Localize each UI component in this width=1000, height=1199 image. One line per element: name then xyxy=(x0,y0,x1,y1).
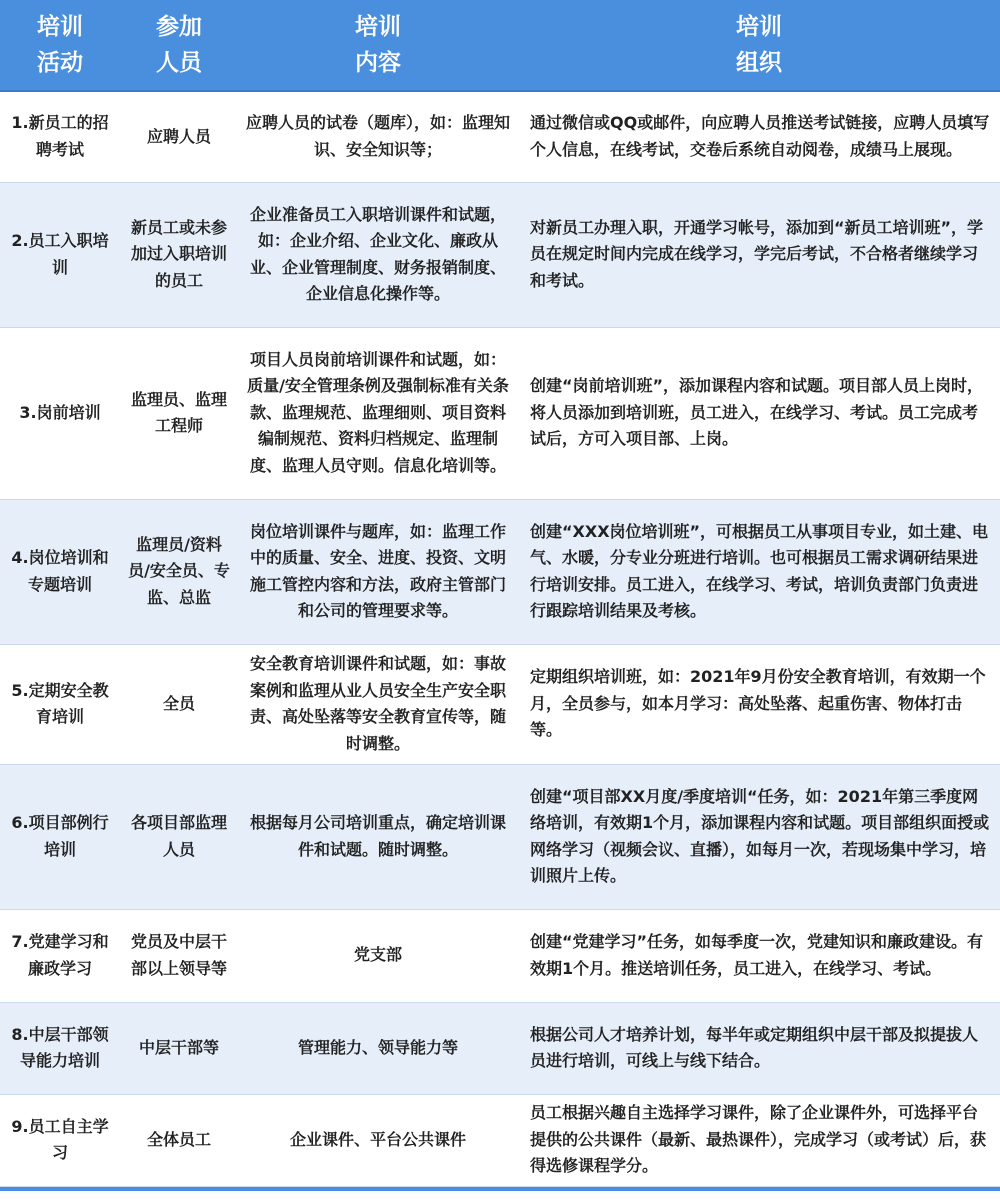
participants-cell: 应聘人员 xyxy=(120,91,238,182)
table-row xyxy=(0,182,1000,327)
content-cell: 应聘人员的试卷（题库），如：监理知识、安全知识等； xyxy=(238,91,518,182)
participants-cell: 监理员/资料员/安全员、专监、总监 xyxy=(120,499,238,644)
content-cell: 党支部 xyxy=(238,909,518,1002)
content-cell: 企业准备员工入职培训课件和试题，如：企业介绍、企业文化、廉政从业、企业管理制度、财务报销制度、企业信息化操作等。 xyxy=(238,182,518,327)
participants-cell: 全体员工 xyxy=(120,1094,238,1186)
activity-cell: 1.新员工的招聘考试 xyxy=(0,91,120,182)
activity-cell: 7.党建学习和廉政学习 xyxy=(0,909,120,1002)
header-content: 培训 内容 xyxy=(238,0,518,91)
participants-cell: 全员 xyxy=(120,644,238,764)
organization-cell: 创建“XXX岗位培训班”，可根据员工从事项目专业，如土建、电气、水暖，分专业分班进行培训。也可根据员工需求调研结果进行培训安排。员工进入，在线学习、考试，培训负责部门负责进行跟踪培训结果及考核。 xyxy=(518,499,1000,644)
table-row xyxy=(0,91,1000,182)
table-row xyxy=(0,909,1000,1002)
participants-cell: 新员工或未参加过入职培训的员工 xyxy=(120,182,238,327)
organization-cell: 创建“党建学习”任务，如每季度一次，党建知识和廉政建设。有效期1个月。推送培训任务，员工进入，在线学习、考试。 xyxy=(518,909,1000,1002)
header-row xyxy=(0,0,1000,91)
activity-cell: 5.定期安全教育培训 xyxy=(0,644,120,764)
organization-cell: 通过微信或QQ或邮件，向应聘人员推送考试链接，应聘人员填写个人信息，在线考试，交卷后系统自动阅卷，成绩马上展现。 xyxy=(518,91,1000,182)
bottom-border xyxy=(0,1187,1000,1191)
participants-cell: 党员及中层干部以上领导等 xyxy=(120,909,238,1002)
content-cell: 管理能力、领导能力等 xyxy=(238,1002,518,1094)
participants-cell: 监理员、监理工程师 xyxy=(120,327,238,499)
table-row xyxy=(0,1094,1000,1186)
organization-cell: 根据公司人才培养计划，每半年或定期组织中层干部及拟提拔人员进行培训，可线上与线下结合。 xyxy=(518,1002,1000,1094)
header-organization: 培训 组织 xyxy=(518,0,1000,91)
content-cell: 安全教育培训课件和试题，如：事故案例和监理从业人员安全生产安全职责、高处坠落等安全教育宣传等，随时调整。 xyxy=(238,644,518,764)
table-row xyxy=(0,499,1000,644)
activity-cell: 4.岗位培训和专题培训 xyxy=(0,499,120,644)
organization-cell: 定期组织培训班，如：2021年9月份安全教育培训，有效期一个月，全员参与，如本月学习：高处坠落、起重伤害、物体打击等。 xyxy=(518,644,1000,764)
table-row xyxy=(0,644,1000,764)
table-row xyxy=(0,327,1000,499)
table-row xyxy=(0,764,1000,909)
content-cell: 项目人员岗前培训课件和试题，如：质量/安全管理条例及强制标准有关条款、监理规范、监理细则、项目资料编制规范、资料归档规定、监理制度、监理人员守则。信息化培训等。 xyxy=(238,327,518,499)
activity-cell: 9.员工自主学习 xyxy=(0,1094,120,1186)
participants-cell: 各项目部监理人员 xyxy=(120,764,238,909)
content-cell: 企业课件、平台公共课件 xyxy=(238,1094,518,1186)
table-row xyxy=(0,1002,1000,1094)
activity-cell: 6.项目部例行培训 xyxy=(0,764,120,909)
header-activity: 培训 活动 xyxy=(0,0,120,91)
activity-cell: 3.岗前培训 xyxy=(0,327,120,499)
header-participants: 参加 人员 xyxy=(120,0,238,91)
organization-cell: 创建“岗前培训班”，添加课程内容和试题。项目部人员上岗时，将人员添加到培训班，员工进入，在线学习、考试。员工完成考试后，方可入项目部、上岗。 xyxy=(518,327,1000,499)
activity-cell: 2.员工入职培训 xyxy=(0,182,120,327)
content-cell: 岗位培训课件与题库，如：监理工作中的质量、安全、进度、投资、文明施工管控内容和方法，政府主管部门和公司的管理要求等。 xyxy=(238,499,518,644)
organization-cell: 员工根据兴趣自主选择学习课件，除了企业课件外，可选择平台提供的公共课件（最新、最热课件），完成学习（或考试）后，获得选修课程学分。 xyxy=(518,1094,1000,1186)
organization-cell: 对新员工办理入职，开通学习帐号，添加到“新员工培训班”，学员在规定时间内完成在线学习，学完后考试，不合格者继续学习和考试。 xyxy=(518,182,1000,327)
content-cell: 根据每月公司培训重点，确定培训课件和试题。随时调整。 xyxy=(238,764,518,909)
activity-cell: 8.中层干部领导能力培训 xyxy=(0,1002,120,1094)
organization-cell: 创建“项目部XX月度/季度培训“任务，如：2021年第三季度网络培训，有效期1个月，添加课程内容和试题。项目部组织面授或网络学习（视频会议、直播），如每月一次，若现场集中学习，培训照片上传。 xyxy=(518,764,1000,909)
participants-cell: 中层干部等 xyxy=(120,1002,238,1094)
